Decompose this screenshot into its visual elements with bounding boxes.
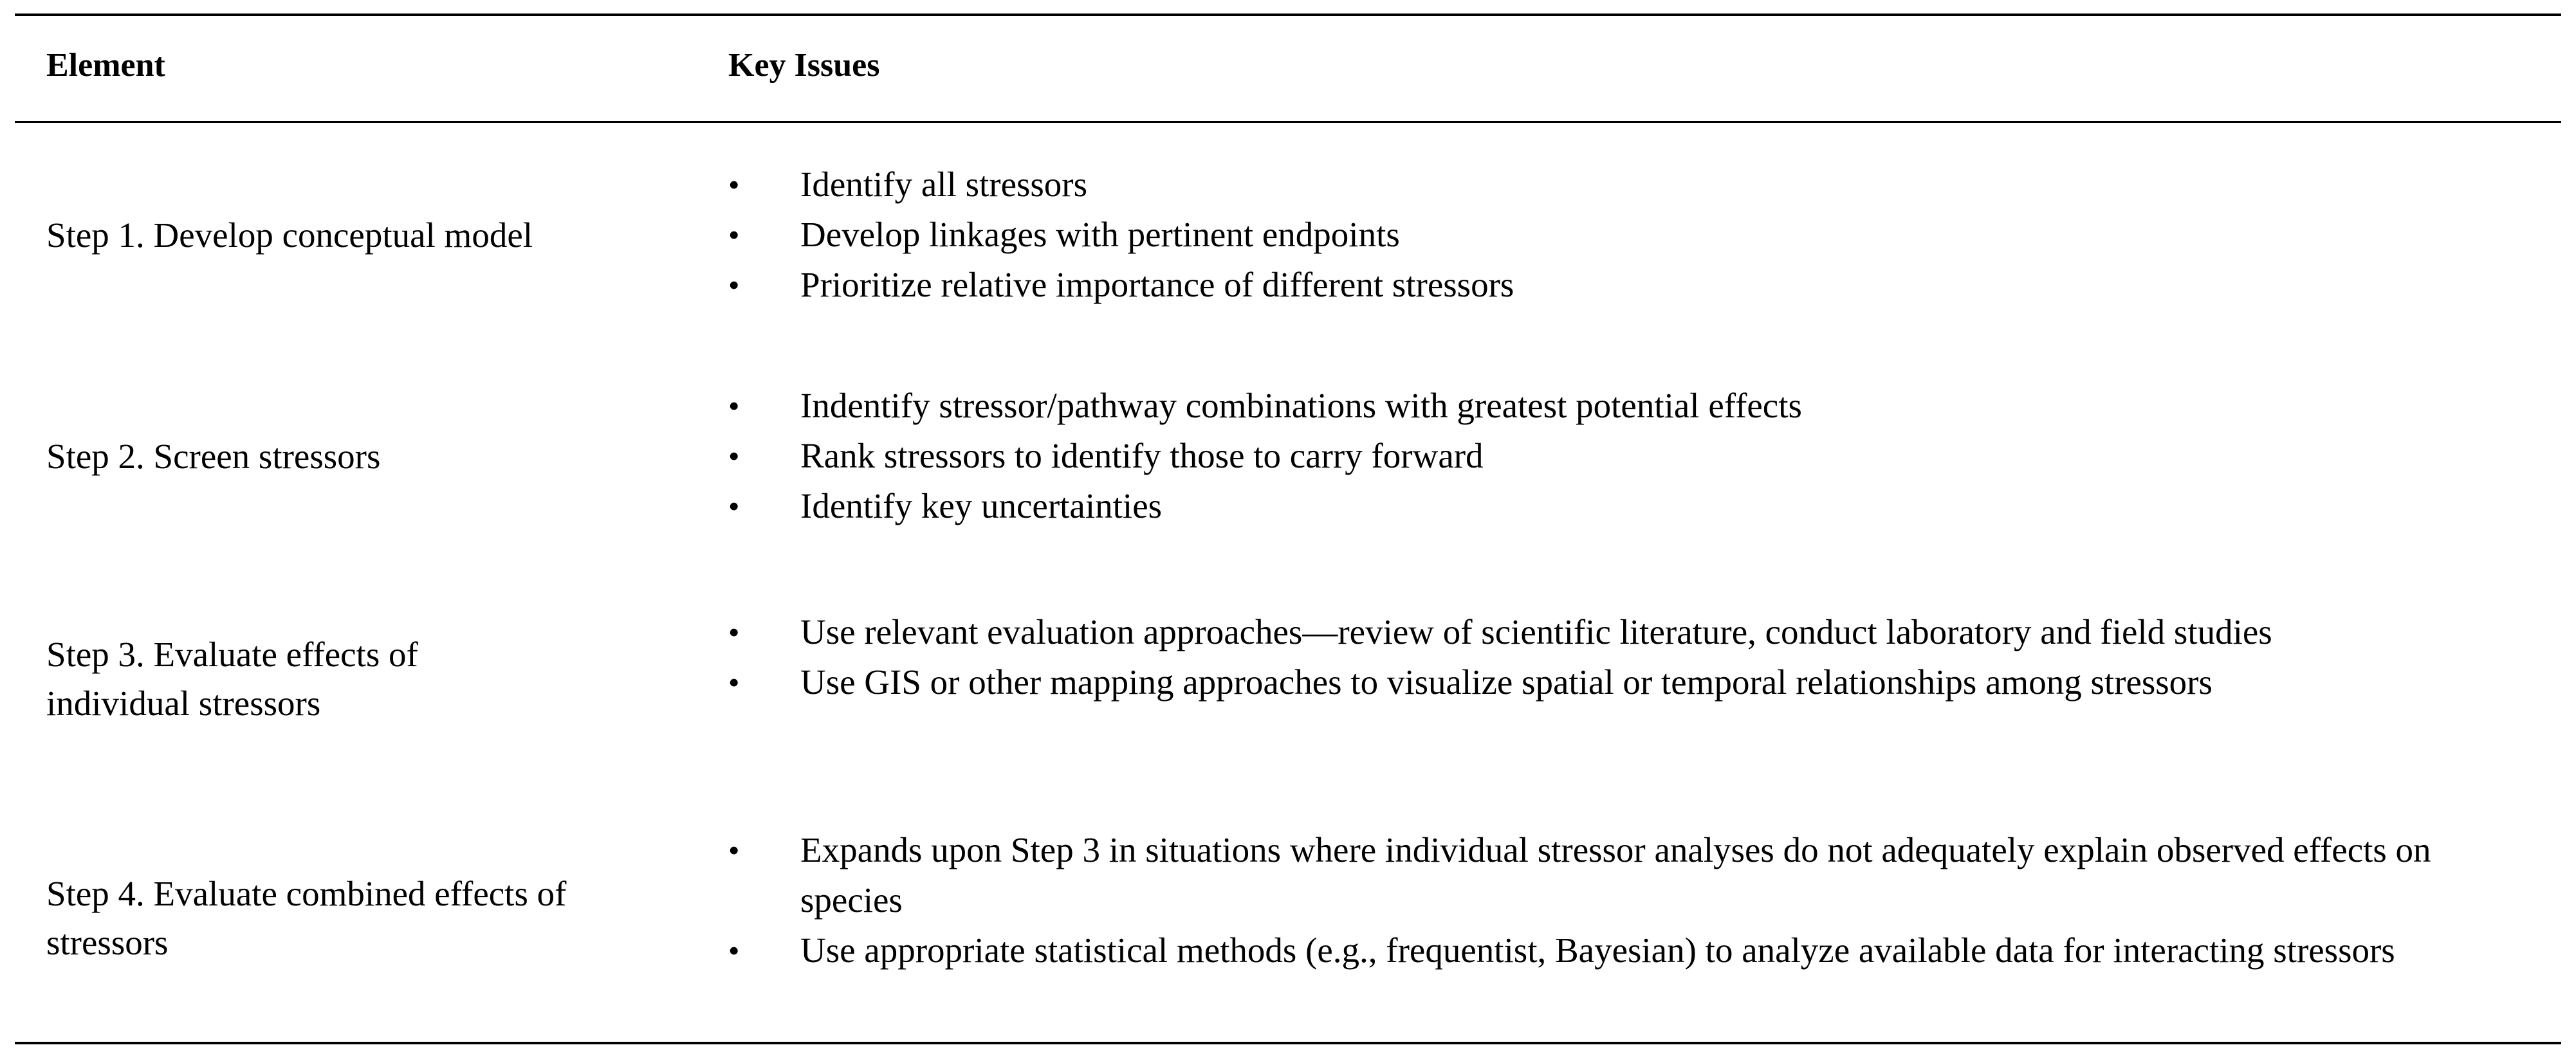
- row-3-element: Step 3. Evaluate effects of individual stressors: [46, 635, 418, 723]
- list-item: • Expands upon Step 3 in situations where individual stressor analyses do not adequately explain observed effects on species: [728, 825, 2555, 925]
- row-4-issues: [728, 825, 2555, 976]
- column-header-key-issues: Key Issues: [728, 47, 880, 84]
- table-bottom-rule: [15, 1042, 2561, 1044]
- bullet: •: [728, 217, 740, 253]
- list-item: • Identify all stressors: [728, 159, 2555, 210]
- bullet: •: [728, 614, 740, 650]
- bullet: •: [728, 832, 740, 868]
- bullet: •: [728, 267, 740, 303]
- list-item: • Use relevant evaluation approaches—review of scientific literature, conduct laboratory and field studies: [728, 607, 2555, 657]
- row-3-issues: [728, 607, 2555, 707]
- list-item: • Indentify stressor/pathway combinations with greatest potential effects: [728, 381, 2555, 431]
- list-item: • Prioritize relative importance of different stressors: [728, 260, 2555, 310]
- row-1-element: Step 1. Develop conceptual model: [46, 215, 533, 255]
- list-item: • Rank stressors to identify those to carry forward: [728, 431, 2555, 481]
- bullet: •: [728, 488, 740, 524]
- list-item: • Identify key uncertainties: [728, 481, 2555, 531]
- column-header-element: Element: [46, 47, 165, 84]
- row-2-issues: [728, 381, 2555, 531]
- bullet: •: [728, 167, 740, 203]
- bullet: •: [728, 438, 740, 474]
- bullet: •: [728, 388, 740, 424]
- list-item: • Develop linkages with pertinent endpoints: [728, 210, 2555, 260]
- bullet: •: [728, 664, 740, 700]
- bullet: •: [728, 932, 740, 968]
- list-item: • Use GIS or other mapping approaches to visualize spatial or temporal relationships among stressors: [728, 657, 2555, 707]
- table-top-rule: [15, 14, 2561, 16]
- row-4-element: Step 4. Evaluate combined effects of stressors: [46, 874, 567, 962]
- header-separator-rule: [15, 121, 2561, 123]
- list-item: • Use appropriate statistical methods (e.g., frequentist, Bayesian) to analyze available data for interacting stressors: [728, 925, 2555, 976]
- row-2-element: Step 2. Screen stressors: [46, 437, 381, 476]
- row-1-issues: [728, 159, 2555, 310]
